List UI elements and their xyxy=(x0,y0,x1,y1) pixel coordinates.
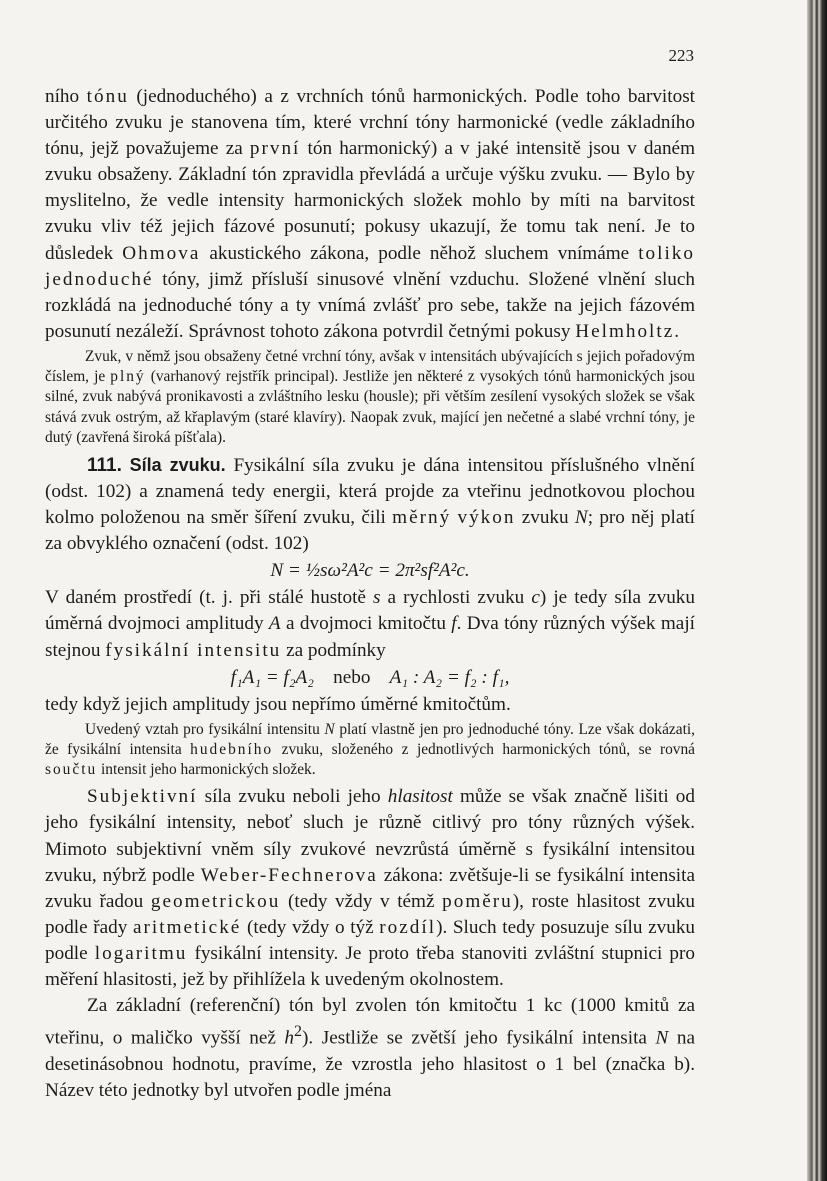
emph-merny: měrný xyxy=(392,507,452,529)
emph-subjektivni: Subjektivní xyxy=(87,786,198,808)
emph-rozdil: rozdíl xyxy=(379,916,437,938)
emph-helmholtz: Helmholtz xyxy=(575,320,675,342)
section-title: Síla zvuku. xyxy=(129,454,226,475)
section-number: 111. xyxy=(87,454,122,476)
emph-tonu: tónu xyxy=(86,86,129,107)
emph-plny: plný xyxy=(110,368,146,386)
book-spine-edge xyxy=(807,0,827,1181)
paragraph-timbre: ního tónu (jednoduchého) a z vrchních tónů harmonických. Podle toho barvitost určitého zvuku je stanovena tím, které vrchní tóny harmonické (vedle základního tónu, jejž považujeme za první tón harmonický) a v jaké intensitě jsou v daném zvuku obsaženy. Základní tón zpravidla převládá a určuje výšku zvuku. — Bylo by myslitelno, že vedle intensity harmonických složek mohlo by míti na barvitost zvuku vliv též jejich fázové posunutí; pokusy ukazují, že tomu tak není. Je to důsledek Ohmova akustického zákona, podle něhož sluchem vnímáme toliko jednoduché tóny, jimž přísluší sinusové vlnění vzduchu. Složené vlnění sluch rozkládá na jednoduché tóny a ty vnímá zvlášť pro sebe, takže na jejich fázovém posunutí nezáleží. Správnost tohoto zákona potvrdil četnými pokusy Helmholtz. xyxy=(45,86,695,342)
emph-weber-fechner: Weber-Fechnerova xyxy=(200,864,378,886)
emph-aritmeticke: aritmetické xyxy=(133,916,242,938)
emph-logaritmu: logaritmu xyxy=(94,942,188,964)
emph-hudebniho: hudebního xyxy=(190,740,274,758)
emph-toliko: toliko xyxy=(638,242,695,264)
emph-vykon: výkon xyxy=(457,507,516,529)
text-body xyxy=(45,84,695,1104)
emph-fysikalni-intensita: fysikální intensitu xyxy=(105,639,282,661)
emph-souctu: součtu xyxy=(45,761,98,779)
page-number: 223 xyxy=(668,46,694,65)
paragraph-loudness: Subjektivní síla zvuku neboli jeho hlasitost může se však značně lišiti od jeho fysikální intensity, neboť sluch je různě citlivý pro tóny různých výšek. Mimoto subjektivní vněm síly zvukové nevzrůstá úměrně s fysikální intensitou zvuku, nýbrž podle Weber-Fechnerova zákona: zvětšuje-li se fysikální intensita zvuku řadou geometrickou (tedy vždy v témž poměru), roste hlasitost zvuku podle řady aritmetické (tedy vždy o týž rozdíl). Sluch tedy posuzuje sílu zvuku podle logaritmu fysikální intensity. Je proto třeba stanoviti zvláštní stupnici pro měření hlasitosti, jež by přihlížela k uvedeným okolnostem. xyxy=(45,786,696,990)
section-111: 111. Síla zvuku. Fysikální síla zvuku je dána intensitou příslušného vlnění (odst. 102) a znamená tedy energii, která projde za vteřinu jednotkovou plochou kolmo položenou na směr šíření zvuku, čili měrný výkon zvuku N; pro něj platí za obvyklého označení (odst. 102) xyxy=(45,454,695,555)
formula-amplitude-ratio: f₁A₁ = f₂A₂ nebo A₁ : A₂ = f₂ : f₁, xyxy=(230,666,510,688)
emph-geometrickou: geometrickou xyxy=(150,890,281,912)
small-note-harmonics: Uvedený vztah pro fysikální intensitu N platí vlastně jen pro jednoduché tóny. Lze však dokázati, že fysikální intensita hudebního zvuku, složeného z jednotlivých harmonických tónů, se rovná součtu intensit jeho harmonických složek. xyxy=(45,720,695,779)
small-note-timbre: Zvuk, v němž jsou obsaženy četné vrchní tóny, avšak v intensitách ubývajících s jejich pořadovým číslem, je plný (varhanový rejstřík principal). Jestliže jen některé z vysokých tónů harmonických jsou silné, zvuk nabývá pronikavosti a zvláštního lesku (housle); při větším zesílení vysokých složek se však stává zvuk ostrým, až křaplavým (staré klavíry). Naopak zvuk, mající jen nečetné a slabé vrchní tóny, je dutý (zavřená široká píšťala). xyxy=(45,347,695,446)
paragraph-medium: V daném prostředí (t. j. při stálé hustotě s a rychlosti zvuku c) je tedy síla zvuku úměrná dvojmoci amplitudy A a dvojmoci kmitočtu f. Dva tóny různých výšek mají stejnou fysikální intensitu za podmínky xyxy=(45,587,695,661)
emph-ohmova: Ohmova xyxy=(122,242,201,264)
formula-intensity: N = ½sω²A²c = 2π²sf²A²c. xyxy=(270,560,470,582)
paragraph-reference-tone: Za základní (referenční) tón byl zvolen tón kmitočtu 1 kc (1000 kmitů za vteřinu, o maličko vyšší než $h^2$). Jestliže se zvětší jeho fysikální intensita N na desetinásobnou hodnotu, pravíme, že vzrostla jeho hlasitost o 1 bel (značka b). Název této jednotky byl utvořen podle jména xyxy=(45,995,695,1101)
paragraph-amplitudes: tedy když jejich amplitudy jsou nepřímo úměrné kmitočtům. xyxy=(45,693,511,715)
emph-jednoduche: jednoduché xyxy=(45,268,154,290)
emph-pomeru: poměru xyxy=(442,890,513,912)
emph-prvni: první xyxy=(249,138,301,160)
emph-hlasitost: hlasitost xyxy=(387,786,453,808)
